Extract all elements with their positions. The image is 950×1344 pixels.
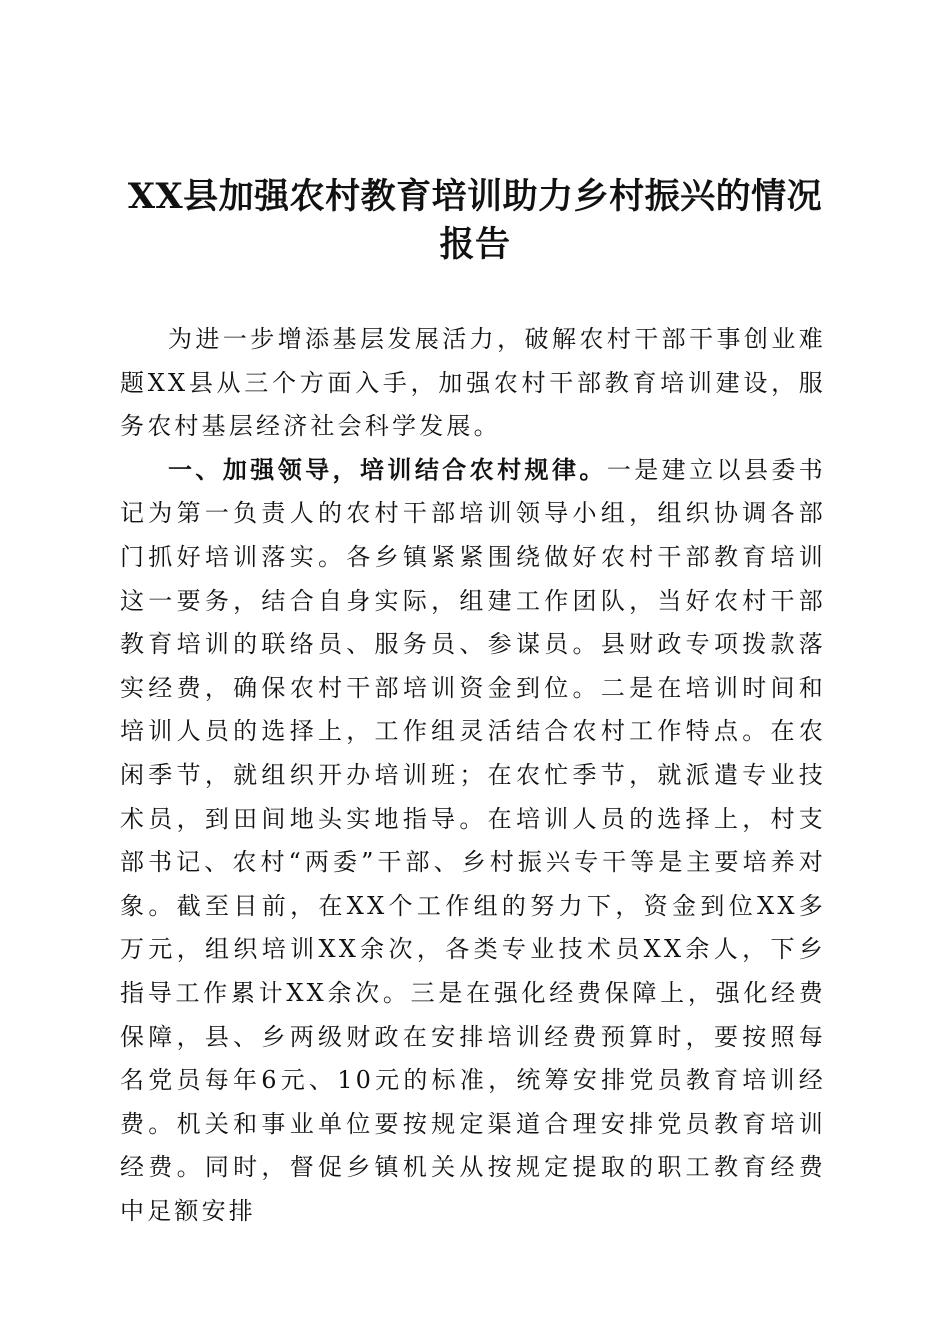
document-body [120,318,826,1233]
title-line-2: 报告 [439,224,511,266]
section-1-heading: 一、加强领导，培训结合农村规律。 [168,455,607,484]
document-title [118,173,832,269]
intro-paragraph: 为进一步增添基层发展活力，破解农村干部干事创业难题XX县从三个方面入手，加强农村干部教育培训建设，服务农村基层经济社会科学发展。 [120,325,826,441]
section-1-paragraph [120,449,826,1234]
section-1-body: 一是建立以县委书记为第一负责人的农村干部培训领导小组，组织协调各部门抓好培训落实。各乡镇紧紧围绕做好农村干部教育培训这一要务，结合自身实际，组建工作团队，当好农村干部教育培训的联络员、服务员、参谋员。县财政专项拨款落实经费，确保农村干部培训资金到位。二是在培训时间和培训人员的选择上，工作组灵活结合农村工作特点。在农闲季节，就组织开办培训班；在农忙季节，就派遣专业技术员，到田间地头实地指导。在培训人员的选择上，村支部书记、农村“两委”干部、乡村振兴专干等是主要培养对象。截至目前，在XX个工作组的努力下，资金到位XX多万元，组织培训XX余次，各类专业技术员XX余人，下乡指导工作累计XX余次。三是在强化经费保障上，强化经费保障，县、乡两级财政在安排培训经费预算时，要按照每名党员每年6元、10元的标准，统筹安排党员教育培训经费。机关和事业单位要按规定渠道合理安排党员教育培训经费。同时，督促乡镇机关从按规定提取的职工教育经费中足额安排 [120,455,826,1225]
title-line-1: XX县加强农村教育培训助力乡村振兴的情况 [127,176,823,218]
